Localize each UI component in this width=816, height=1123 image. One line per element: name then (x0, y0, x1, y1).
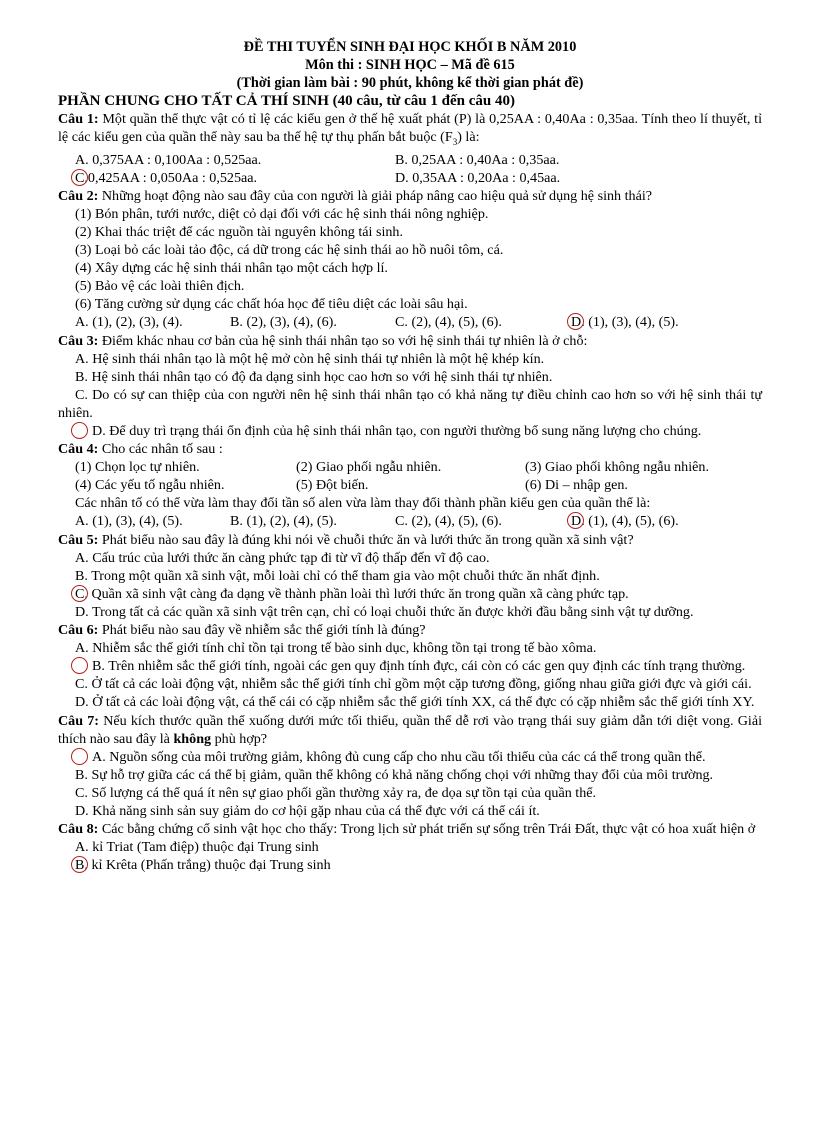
question-5 (58, 531, 762, 549)
answer-b: B. Trong một quần xã sinh vật, mỗi loài chỉ có thể tham gia vào một chuỗi thức ăn nhất định. (75, 567, 600, 584)
answer-c: C. (2), (4), (5), (6). (395, 513, 502, 530)
factor-item: (4) Các yếu tố ngẫu nhiên. (75, 477, 225, 494)
answer-marker-circle: D (571, 513, 582, 530)
answer-c: C. (2), (4), (5), (6). (395, 314, 502, 331)
factor-item: (6) Di – nhập gen. (525, 477, 628, 494)
answer-marker-circle: A (75, 748, 102, 766)
question-1 (58, 110, 762, 151)
factor-item: (3) Giao phối không ngẫu nhiên. (525, 459, 709, 476)
question-stem-bold: không (173, 730, 212, 747)
question-label: Câu 3: (58, 332, 99, 349)
answer-c: C.0,425AA : 0,050Aa : 0,525aa. (75, 169, 258, 186)
question-7 (58, 712, 762, 748)
answer-d: D. Ở tất cả các loài động vật, cá thể cái có cặp nhiễm sắc thể giới tính XX, cá thể đực có cặp nhiễm sắc thể giới tính XY. (75, 694, 755, 711)
factor-item: (5) Đột biến. (296, 477, 369, 494)
answer-d: D. 0,35AA : 0,20Aa : 0,45aa. (395, 169, 561, 186)
answer-a: A. kỉ Triat (Tam điệp) thuộc đại Trung sinh (75, 839, 319, 856)
factor-item: (2) Giao phối ngẫu nhiên. (296, 459, 442, 476)
factor-row (58, 476, 762, 494)
question-stem: Phát biểu nào sau đây về nhiễm sắc thể giới tính là đúng? (98, 622, 426, 639)
factor-item: (1) Chọn lọc tự nhiên. (75, 459, 200, 476)
list-item: (1) Bón phân, tưới nước, diệt cỏ dại đối với các hệ sinh thái nông nghiệp. (75, 205, 489, 222)
answer-b: B. kỉ Krêta (Phấn trắng) thuộc đại Trung sinh (75, 857, 331, 874)
answer-d: D. (1), (3), (4), (5). (571, 314, 679, 331)
answer-b: B. 0,25AA : 0,40Aa : 0,35aa. (395, 151, 560, 168)
question-label: Câu 1: (58, 110, 99, 127)
answer-marker-circle: B (75, 657, 101, 675)
answer-marker-circle: C (75, 585, 85, 602)
question-prompt: Các nhân tố có thể vừa làm thay đổi tần số alen vừa làm thay đổi thành phần kiểu gen của quần thể là: (75, 495, 651, 512)
question-label: Câu 6: (58, 622, 99, 639)
answer-d: D. (1), (4), (5), (6). (571, 513, 679, 530)
question-stem: Một quần thể thực vật có tỉ lệ các kiểu gen ở thế hệ xuất phát (P) là 0,25AA : 0,40Aa : 0,35aa. Tính theo lí thuyết, tỉ lệ các kiểu gen của quần thể này sau ba thế hệ tự thụ phấn bắt buộc (F (58, 110, 763, 145)
answer-marker-circle: C (75, 169, 85, 186)
list-item: (6) Tăng cường sử dụng các chất hóa học để tiêu diệt các loài sâu hại. (75, 296, 468, 313)
question-stem: Những hoạt động nào sau đây của con người là giải pháp nâng cao hiệu quả sử dụng hệ sinh thái? (98, 187, 652, 204)
answer-marker-circle: D (571, 314, 582, 331)
question-6 (58, 621, 762, 639)
answer-marker-circle: B (75, 857, 85, 874)
answer-d: D. Khả năng sinh sản suy giảm do cơ hội gặp nhau của cá thể đực với cá thể cái ít. (75, 802, 540, 819)
answer-c: C. Do có sự can thiệp của con người nên hệ sinh thái nhân tạo có khả năng tự điều chỉnh cao hơn so với hệ sinh thái tự nhiên. (58, 386, 762, 421)
answer-b: B. Trên nhiễm sắc thể giới tính, ngoài các gen quy định tính đực, cái còn có các gen quy định các tính trạng thường. (58, 657, 762, 675)
answer-row (58, 512, 762, 530)
answer-row (58, 313, 762, 331)
question-stem: Phát biểu nào sau đây là đúng khi nói về chuỗi thức ăn và lưới thức ăn trong quần xã sinh vật? (98, 531, 634, 548)
question-label: Câu 8: (58, 821, 99, 838)
answer-b: B. (2), (3), (4), (6). (230, 314, 337, 331)
answer-d: D. Để duy trì trạng thái ổn định của hệ sinh thái nhân tạo, con người thường bổ sung năng lượng cho chúng. (58, 422, 762, 440)
answer-c: C. Số lượng cá thể quá ít nên sự giao phối gần thường xảy ra, đe dọa sự tồn tại của quần thể. (75, 784, 597, 801)
list-item: (4) Xây dựng các hệ sinh thái nhân tạo một cách hợp lí. (75, 260, 388, 277)
answer-row (58, 169, 762, 187)
answer-b: B. Hệ sinh thái nhân tạo có độ đa dạng sinh học cao hơn so với hệ sinh thái tự nhiên. (75, 368, 553, 385)
answer-a: A. Cấu trúc của lưới thức ăn càng phức tạp đi từ vĩ độ thấp đến vĩ độ cao. (75, 549, 490, 566)
answer-c: C. Ở tất cả các loài động vật, nhiễm sắc thể giới tính chỉ gồm một cặp tương đồng, giống nhau giữa giới đực và giới cái. (75, 676, 752, 693)
question-stem-end: phù hợp? (211, 730, 268, 747)
question-4 (58, 440, 762, 458)
answer-marker-circle: D (75, 422, 102, 440)
question-2 (58, 187, 762, 205)
question-label: Câu 5: (58, 531, 99, 548)
exam-time: (Thời gian làm bài : 90 phút, không kể thời gian phát đề) (236, 75, 584, 92)
question-label: Câu 2: (58, 187, 99, 204)
answer-a: A. 0,375AA : 0,100Aa : 0,525aa. (75, 151, 262, 168)
list-item: (3) Loại bỏ các loài tảo độc, cá dữ trong các hệ sinh thái ao hồ nuôi tôm, cá. (75, 242, 504, 259)
answer-b: B. (1), (2), (4), (5). (230, 513, 337, 530)
question-3 (58, 332, 762, 350)
answer-row (58, 151, 762, 169)
exam-subject: Môn thi : SINH HỌC – Mã đề 615 (305, 57, 515, 74)
answer-d: D. Trong tất cả các quần xã sinh vật trên cạn, chỉ có loại chuỗi thức ăn được khởi đầu bằng sinh vật tự dưỡng. (75, 603, 694, 620)
question-stem: Cho các nhân tố sau : (98, 441, 223, 458)
exam-title: ĐỀ THI TUYỂN SINH ĐẠI HỌC KHỐI B NĂM 2010 (243, 39, 577, 55)
exam-page (58, 38, 762, 874)
answer-a: A. (1), (2), (3), (4). (75, 314, 183, 331)
answer-b: B. Sự hỗ trợ giữa các cá thể bị giảm, quần thể không có khả năng chống chọi với những thay đổi của môi trường. (75, 766, 714, 783)
subscript: 3 (452, 136, 458, 147)
question-stem: Điểm khác nhau cơ bản của hệ sinh thái nhân tạo so với hệ sinh thái tự nhiên là ở chỗ: (98, 332, 588, 349)
answer-c: C. Quần xã sinh vật càng đa dạng về thành phần loài thì lưới thức ăn trong quần xã càng phức tạp. (75, 585, 629, 602)
answer-a: A. Hệ sinh thái nhân tạo là một hệ mở còn hệ sinh thái tự nhiên là một hệ khép kín. (75, 350, 545, 367)
question-stem: Nếu kích thước quần thể xuống dưới mức tối thiểu, quần thể dễ rơi vào trạng thái suy giảm dẫn tới diệt vong. Giải thích nào sau đây là (58, 712, 762, 747)
question-stem-end: ) là: (457, 128, 480, 145)
question-stem: Các bằng chứng cổ sinh vật học cho thấy: Trong lịch sử phát triển sự sống trên Trái Đất, thực vật có hoa xuất hiện ở (98, 821, 756, 838)
factor-row (58, 458, 762, 476)
question-8 (58, 820, 762, 838)
answer-a: A. (1), (3), (4), (5). (75, 513, 183, 530)
question-label: Câu 7: (58, 712, 99, 729)
answer-a: A. Nguồn sống của môi trường giảm, không đủ cung cấp cho nhu cầu tối thiểu của các cá thể trong quần thể. (58, 748, 762, 766)
section-title: PHẦN CHUNG CHO TẤT CẢ THÍ SINH (40 câu, từ câu 1 đến câu 40) (58, 92, 515, 109)
list-item: (5) Bảo vệ các loài thiên địch. (75, 278, 245, 295)
answer-a: A. Nhiễm sắc thể giới tính chỉ tồn tại trong tế bào sinh dục, không tồn tại trong tế bào xôma. (75, 640, 597, 657)
list-item: (2) Khai thác triệt để các nguồn tài nguyên không tái sinh. (75, 223, 403, 240)
question-label: Câu 4: (58, 441, 99, 458)
